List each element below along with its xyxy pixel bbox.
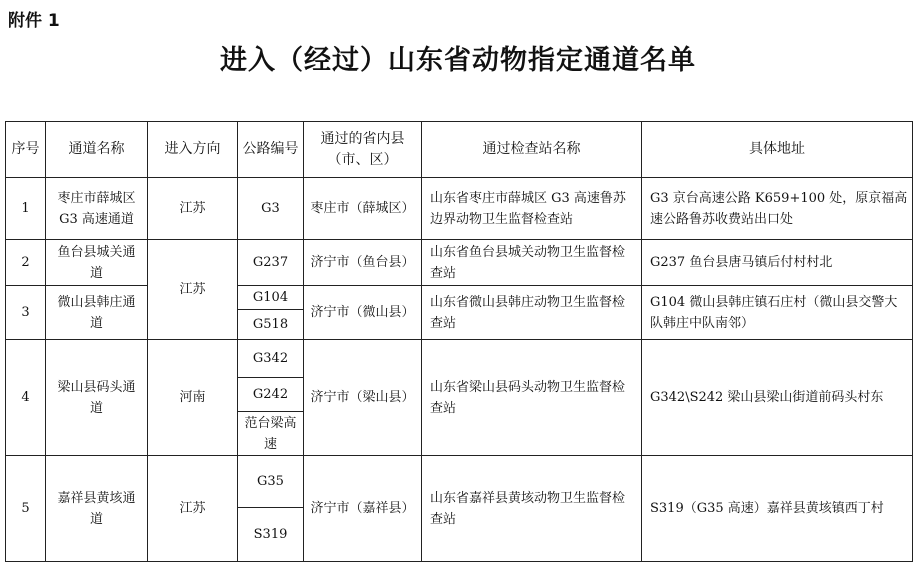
cell-station: 山东省嘉祥县黄垓动物卫生监督检查站 — [422, 456, 642, 562]
cell-station: 山东省微山县韩庄动物卫生监督检查站 — [422, 286, 642, 340]
cell-station: 山东省梁山县码头动物卫生监督检查站 — [422, 340, 642, 456]
cell-address: G104 微山县韩庄镇石庄村（微山县交警大队韩庄中队南邻） — [642, 286, 913, 340]
cell-station: 山东省鱼台县城关动物卫生监督检查站 — [422, 240, 642, 286]
cell-road: G104 — [238, 286, 304, 310]
cell-road: G242 — [238, 378, 304, 412]
cell-seq: 5 — [6, 456, 46, 562]
cell-address: G342\S242 梁山县梁山街道前码头村东 — [642, 340, 913, 456]
header-station: 通过检查站名称 — [422, 122, 642, 178]
cell-direction: 江苏 — [148, 240, 238, 340]
cell-county: 济宁市（微山县） — [304, 286, 422, 340]
cell-seq: 3 — [6, 286, 46, 340]
cell-address: S319（G35 高速）嘉祥县黄垓镇西丁村 — [642, 456, 913, 562]
header-address: 具体地址 — [642, 122, 913, 178]
cell-county: 枣庄市（薛城区） — [304, 178, 422, 240]
cell-seq: 1 — [6, 178, 46, 240]
header-county: 通过的省内县（市、区） — [304, 122, 422, 178]
cell-direction: 河南 — [148, 340, 238, 456]
cell-name: 嘉祥县黄垓通道 — [46, 456, 148, 562]
cell-road: G342 — [238, 340, 304, 378]
cell-county: 济宁市（梁山县） — [304, 340, 422, 456]
cell-road: G35 — [238, 456, 304, 508]
cell-road: G237 — [238, 240, 304, 286]
cell-name: 鱼台县城关通道 — [46, 240, 148, 286]
cell-county: 济宁市（鱼台县） — [304, 240, 422, 286]
document-title: 进入（经过）山东省动物指定通道名单 — [220, 45, 696, 76]
cell-address: G237 鱼台县唐马镇后付村村北 — [642, 240, 913, 286]
cell-direction: 江苏 — [148, 178, 238, 240]
cell-station: 山东省枣庄市薛城区 G3 高速鲁苏边界动物卫生监督检查站 — [422, 178, 642, 240]
table-header-row — [6, 122, 913, 178]
cell-seq: 4 — [6, 340, 46, 456]
channel-table — [5, 121, 913, 562]
cell-road: G3 — [238, 178, 304, 240]
cell-road: G518 — [238, 310, 304, 340]
header-seq: 序号 — [6, 122, 46, 178]
table-row — [6, 286, 913, 310]
cell-road: S319 — [238, 508, 304, 562]
cell-seq: 2 — [6, 240, 46, 286]
cell-road: 范台梁高速 — [238, 412, 304, 456]
table-row — [6, 178, 913, 240]
attachment-label: 附件 1 — [8, 11, 60, 31]
table-row — [6, 240, 913, 286]
header-direction: 进入方向 — [148, 122, 238, 178]
cell-address: G3 京台高速公路 K659+100 处，原京福高速公路鲁苏收费站出口处 — [642, 178, 913, 240]
cell-direction: 江苏 — [148, 456, 238, 562]
header-road: 公路编号 — [238, 122, 304, 178]
header-name: 通道名称 — [46, 122, 148, 178]
table-row — [6, 340, 913, 378]
cell-name: 微山县韩庄通道 — [46, 286, 148, 340]
table-row — [6, 456, 913, 508]
cell-county: 济宁市（嘉祥县） — [304, 456, 422, 562]
cell-name: 枣庄市薛城区 G3 高速通道 — [46, 178, 148, 240]
cell-name: 梁山县码头通道 — [46, 340, 148, 456]
